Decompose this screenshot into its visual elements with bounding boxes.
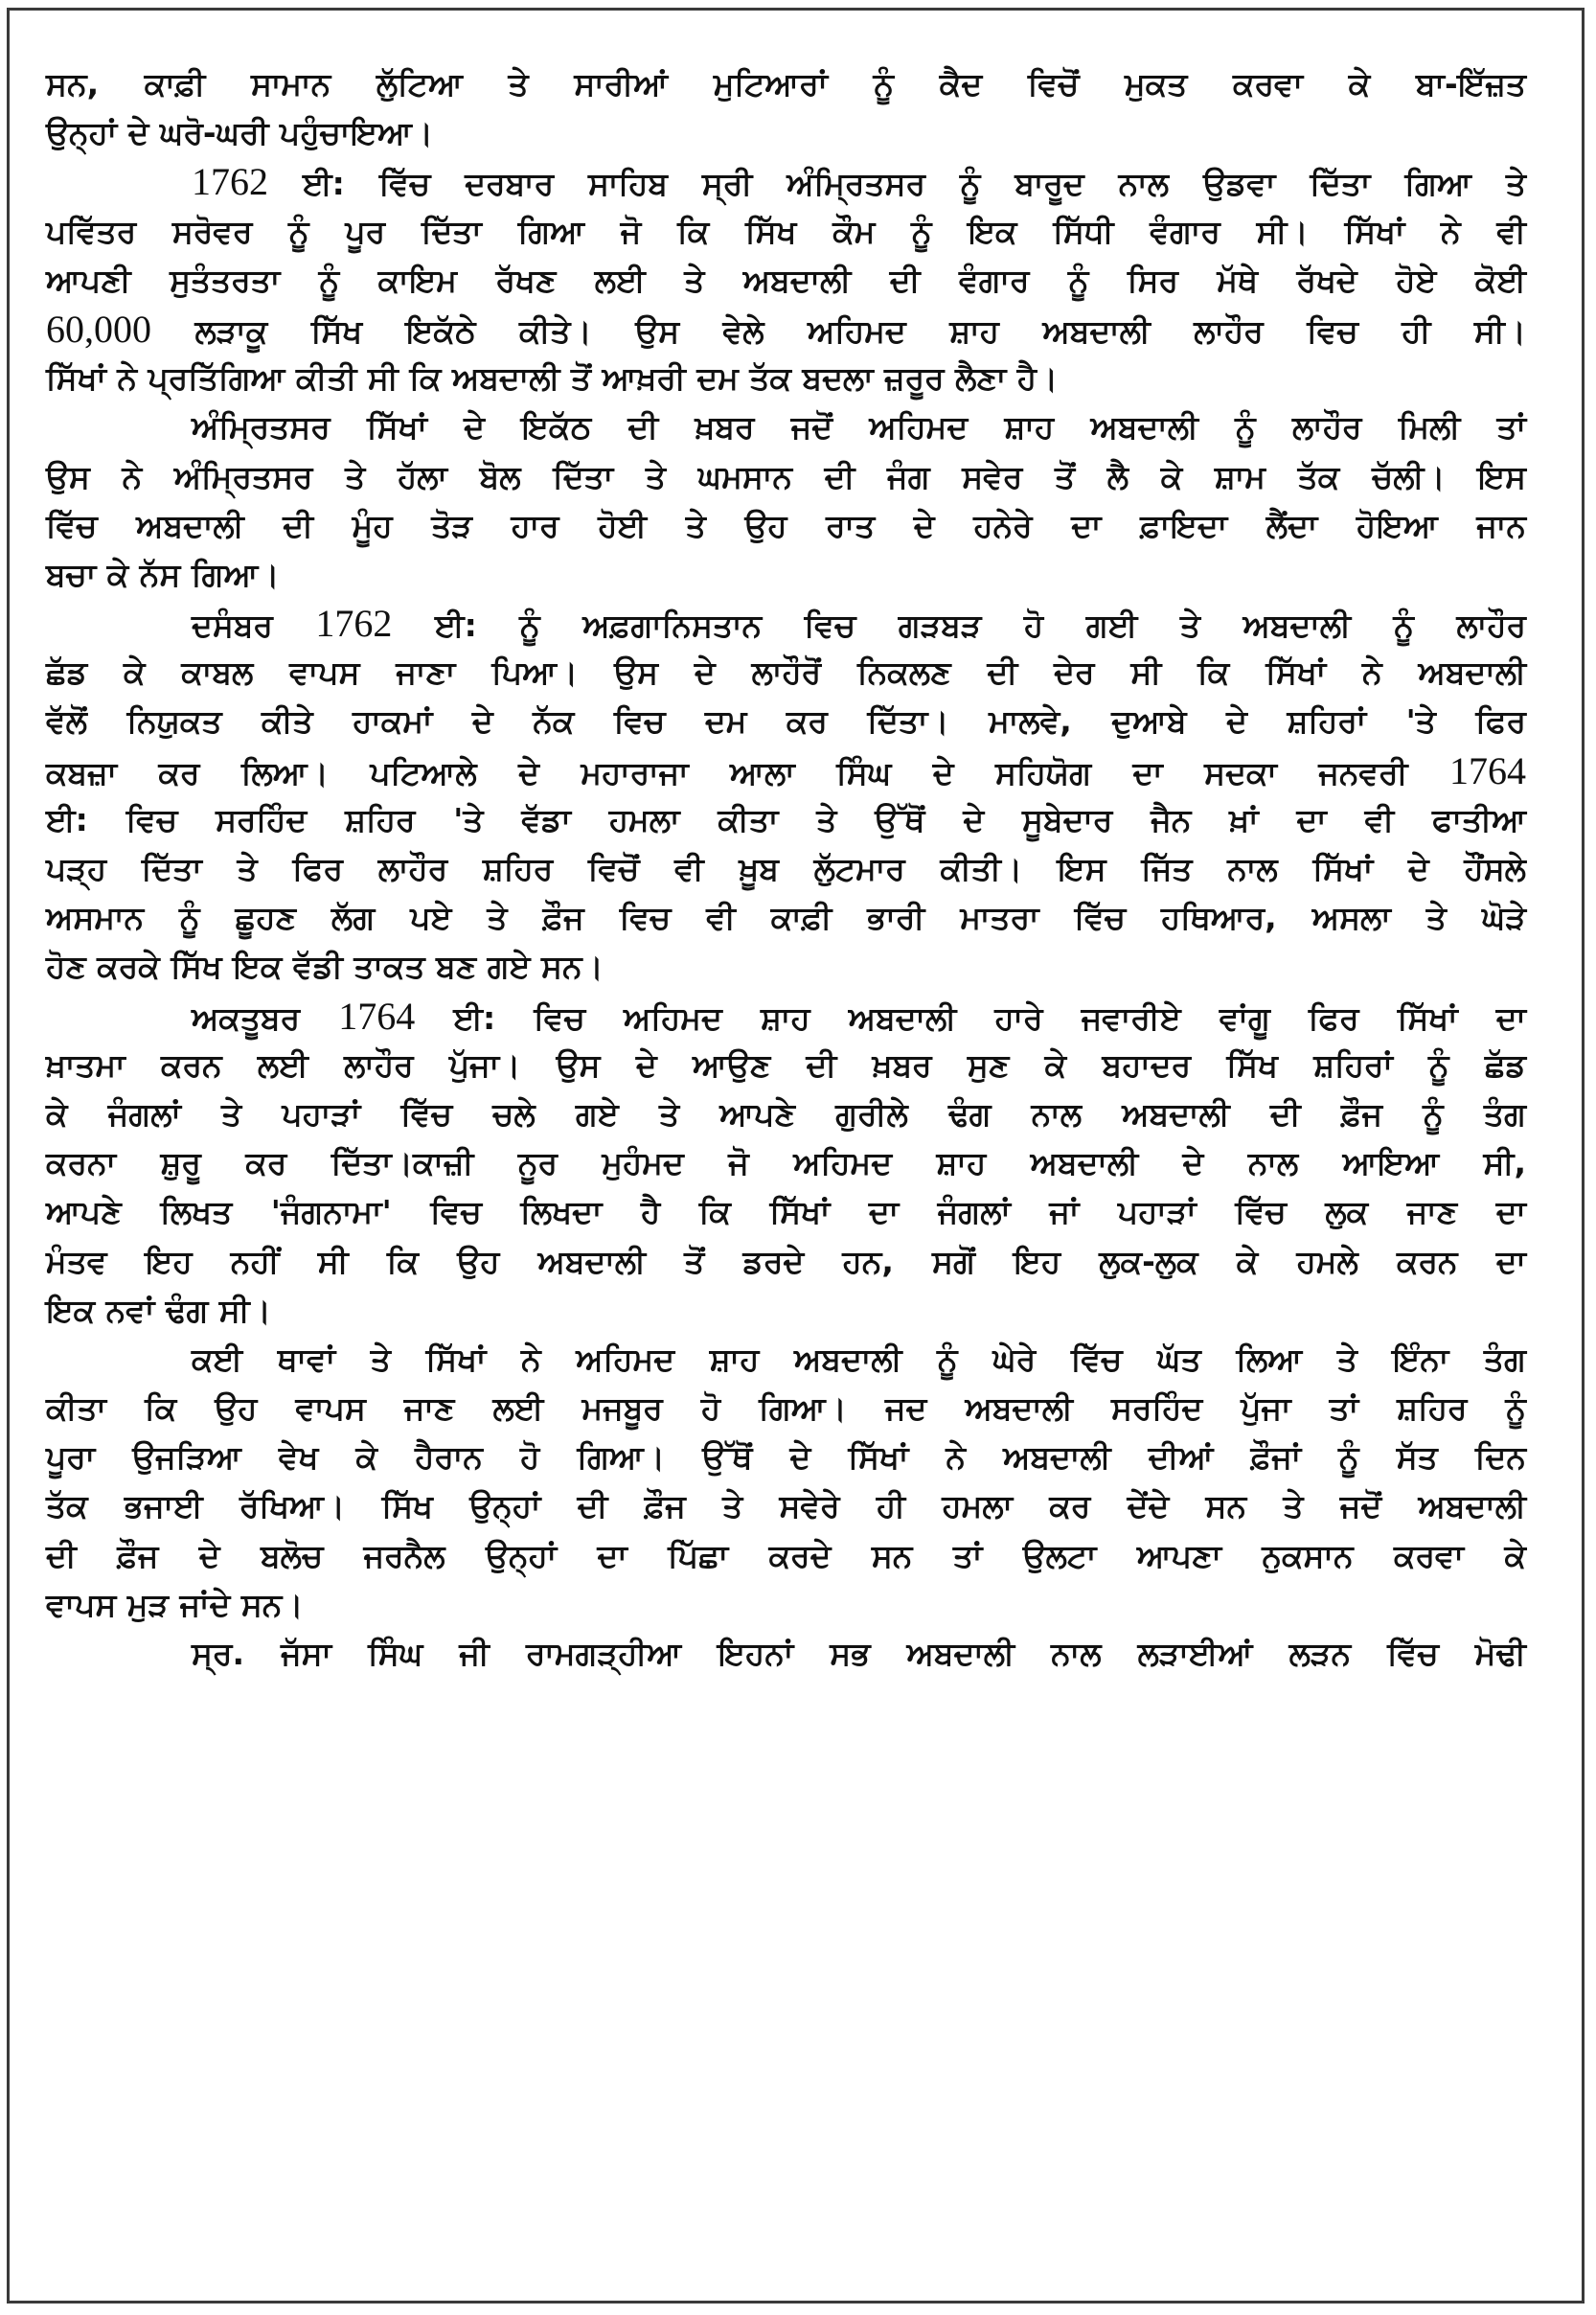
number-text: 1764 xyxy=(338,994,416,1038)
text-line: ਵਾਪਸ ਮੁੜ ਜਾਂਦੇ ਸਨ। xyxy=(46,1585,304,1623)
text-line: ਆਪਣੀ ਸੁਤੰਤਰਤਾ ਨੂੰ ਕਾਇਮ ਰੱਖਣ ਲਈ ਤੇ ਅਬਦਾਲੀ ਦੀ ਵੰਗਾਰ ਨੂੰ ਸਿਰ ਮੱਥੇ ਰੱਖਦੇ ਹੋਏ ਕੋਈ xyxy=(46,261,1526,299)
text-line: ਪਵਿੱਤਰ ਸਰੋਵਰ ਨੂੰ ਪੂਰ ਦਿੱਤਾ ਗਿਆ ਜੋ ਕਿ ਸਿੱਖ ਕੌਮ ਨੂੰ ਇਕ ਸਿੱਧੀ ਵੰਗਾਰ ਸੀ। ਸਿੱਖਾਂ ਨੇ ਵੀ xyxy=(46,212,1526,250)
text-line: ਇਕ ਨਵਾਂ ਢੰਗ ਸੀ। xyxy=(46,1291,271,1329)
text-line: ਕੀਤਾ ਕਿ ਉਹ ਵਾਪਸ ਜਾਣ ਲਈ ਮਜਬੂਰ ਹੋ ਗਿਆ। ਜਦ ਅਬਦਾਲੀ ਸਰਹਿੰਦ ਪੁੱਜਾ ਤਾਂ ਸ਼ਹਿਰ ਨੂੰ xyxy=(46,1389,1526,1428)
text-line: ਸਨ, ਕਾਫ਼ੀ ਸਾਮਾਨ ਲੁੱਟਿਆ ਤੇ ਸਾਰੀਆਂ ਮੁਟਿਆਰਾਂ ਨੂੰ ਕੈਦ ਵਿਚੋਂ ਮੁਕਤ ਕਰਵਾ ਕੇ ਬਾ-ਇੱਜ਼ਤ xyxy=(46,65,1526,103)
text-line: ਦਸੰਬਰ 1762 ਈ: ਨੂੰ ਅਫ਼ਗਾਨਿਸਤਾਨ ਵਿਚ ਗੜਬੜ ਹੋ ਗਈ ਤੇ ਅਬਦਾਲੀ ਨੂੰ ਲਾਹੌਰ xyxy=(192,602,1526,646)
paragraph xyxy=(46,1629,1526,1678)
text-line: ਤੱਕ ਭਜਾਈ ਰੱਖਿਆ। ਸਿੱਖ ਉਨ੍ਹਾਂ ਦੀ ਫ਼ੌਜ ਤੇ ਸਵੇਰੇ ਹੀ ਹਮਲਾ ਕਰ ਦੇਂਦੇ ਸਨ ਤੇ ਜਦੋਂ ਅਬਦਾਲੀ xyxy=(46,1487,1526,1525)
paragraph xyxy=(46,157,1526,402)
paragraph xyxy=(46,59,1526,157)
text-line: ਉਨ੍ਹਾਂ ਦੇ ਘਰੋ-ਘਰੀ ਪਹੁੰਚਾਇਆ। xyxy=(46,114,434,152)
paragraph xyxy=(46,1335,1526,1629)
text-line: ਸ੍ਰ. ਜੱਸਾ ਸਿੰਘ ਜੀ ਰਾਮਗੜ੍ਹੀਆ ਇਹਨਾਂ ਸਭ ਅਬਦਾਲੀ ਨਾਲ ਲੜਾਈਆਂ ਲੜਨ ਵਿੱਚ ਮੋਢੀ xyxy=(192,1635,1526,1672)
text-line: ਅਕਤੂਬਰ 1764 ਈ: ਵਿਚ ਅਹਿਮਦ ਸ਼ਾਹ ਅਬਦਾਲੀ ਹਾਰੇ ਜਵਾਰੀਏ ਵਾਂਗੂ ਫਿਰ ਸਿੱਖਾਂ ਦਾ xyxy=(192,994,1526,1038)
number-text: 60,000 xyxy=(46,307,151,351)
text-line: ਮੰਤਵ ਇਹ ਨਹੀਂ ਸੀ ਕਿ ਉਹ ਅਬਦਾਲੀ ਤੋਂ ਡਰਦੇ ਹਨ, ਸਗੋਂ ਇਹ ਲੁਕ-ਲੁਕ ਕੇ ਹਮਲੇ ਕਰਨ ਦਾ xyxy=(46,1242,1526,1280)
paragraph xyxy=(46,992,1526,1335)
text-line: ਕਈ ਥਾਵਾਂ ਤੇ ਸਿੱਖਾਂ ਨੇ ਅਹਿਮਦ ਸ਼ਾਹ ਅਬਦਾਲੀ ਨੂੰ ਘੇਰੇ ਵਿੱਚ ਘੱਤ ਲਿਆ ਤੇ ਇੰਨਾ ਤੰਗ xyxy=(192,1340,1526,1378)
text-line: ਕਬਜ਼ਾ ਕਰ ਲਿਆ। ਪਟਿਆਲੇ ਦੇ ਮਹਾਰਾਜਾ ਆਲਾ ਸਿੰਘ ਦੇ ਸਹਿਯੋਗ ਦਾ ਸਦਕਾ ਜਨਵਰੀ 1764 xyxy=(46,748,1526,792)
text-line: ਅੰਮ੍ਰਿਤਸਰ ਸਿੱਖਾਂ ਦੇ ਇਕੱਠ ਦੀ ਖ਼ਬਰ ਜਦੋਂ ਅਹਿਮਦ ਸ਼ਾਹ ਅਬਦਾਲੀ ਨੂੰ ਲਾਹੌਰ ਮਿਲੀ ਤਾਂ xyxy=(192,408,1526,447)
paragraph xyxy=(46,402,1526,599)
text-line: ਪੜ੍ਹ ਦਿੱਤਾ ਤੇ ਫਿਰ ਲਾਹੌਰ ਸ਼ਹਿਰ ਵਿਚੋਂ ਵੀ ਖ਼ੂਬ ਲੁੱਟਮਾਰ ਕੀਤੀ। ਇਸ ਜਿੱਤ ਨਾਲ ਸਿੱਖਾਂ ਦੇ ਹੌਂਸਲੇ xyxy=(46,850,1526,887)
text-line: ਵੱਲੋਂ ਨਿਯੁਕਤ ਕੀਤੇ ਹਾਕਮਾਂ ਦੇ ਨੱਕ ਵਿਚ ਦਮ ਕਰ ਦਿੱਤਾ। ਮਾਲਵੇ, ਦੁਆਬੇ ਦੇ ਸ਼ਹਿਰਾਂ 'ਤੇ ਫਿਰ xyxy=(46,702,1526,741)
text-line: ਛੱਡ ਕੇ ਕਾਬਲ ਵਾਪਸ ਜਾਣਾ ਪਿਆ। ਉਸ ਦੇ ਲਾਹੌਰੋਂ ਨਿਕਲਣ ਦੀ ਦੇਰ ਸੀ ਕਿ ਸਿੱਖਾਂ ਨੇ ਅਬਦਾਲੀ xyxy=(46,653,1526,692)
text-line: ਕੇ ਜੰਗਲਾਂ ਤੇ ਪਹਾੜਾਂ ਵਿੱਚ ਚਲੇ ਗਏ ਤੇ ਆਪਣੇ ਗੁਰੀਲੇ ਢੰਗ ਨਾਲ ਅਬਦਾਲੀ ਦੀ ਫ਼ੌਜ ਨੂੰ ਤੰਗ xyxy=(46,1094,1526,1133)
text-line: ਆਪਣੇ ਲਿਖਤ 'ਜੰਗਨਾਮਾ' ਵਿਚ ਲਿਖਦਾ ਹੈ ਕਿ ਸਿੱਖਾਂ ਦਾ ਜੰਗਲਾਂ ਜਾਂ ਪਹਾੜਾਂ ਵਿੱਚ ਲੁਕ ਜਾਣ ਦਾ xyxy=(46,1193,1526,1231)
text-line: ਵਿੱਚ ਅਬਦਾਲੀ ਦੀ ਮੂੰਹ ਤੋੜ ਹਾਰ ਹੋਈ ਤੇ ਉਹ ਰਾਤ ਦੇ ਹਨੇਰੇ ਦਾ ਫ਼ਾਇਦਾ ਲੈਂਦਾ ਹੋਇਆ ਜਾਨ xyxy=(46,506,1526,544)
text-line: ਈ: ਵਿਚ ਸਰਹਿੰਦ ਸ਼ਹਿਰ 'ਤੇ ਵੱਡਾ ਹਮਲਾ ਕੀਤਾ ਤੇ ਉੱਥੋਂ ਦੇ ਸੂਬੇਦਾਰ ਜੈਨ ਖ਼ਾਂ ਦਾ ਵੀ ਫਾਤੀਆ xyxy=(46,800,1526,838)
text-line: ਦੀ ਫ਼ੌਜ ਦੇ ਬਲੋਚ ਜਰਨੈਲ ਉਨ੍ਹਾਂ ਦਾ ਪਿੱਛਾ ਕਰਦੇ ਸਨ ਤਾਂ ਉਲਟਾ ਆਪਣਾ ਨੁਕਸਾਨ ਕਰਵਾ ਕੇ xyxy=(46,1536,1526,1574)
paragraph xyxy=(46,599,1526,992)
text-line: ਪੂਰਾ ਉਜੜਿਆ ਵੇਖ ਕੇ ਹੈਰਾਨ ਹੋ ਗਿਆ। ਉੱਥੋਂ ਦੇ ਸਿੱਖਾਂ ਨੇ ਅਬਦਾਲੀ ਦੀਆਂ ਫ਼ੌਜਾਂ ਨੂੰ ਸੱਤ ਦਿਨ xyxy=(46,1438,1526,1477)
text-line: ਹੋਣ ਕਰਕੇ ਸਿੱਖ ਇਕ ਵੱਡੀ ਤਾਕਤ ਬਣ ਗਏ ਸਨ। xyxy=(46,948,604,986)
text-line: ਖ਼ਾਤਮਾ ਕਰਨ ਲਈ ਲਾਹੌਰ ਪੁੱਜਾ। ਉਸ ਦੇ ਆਉਣ ਦੀ ਖ਼ਬਰ ਸੁਣ ਕੇ ਬਹਾਦਰ ਸਿੱਖ ਸ਼ਹਿਰਾਂ ਨੂੰ ਛੱਡ xyxy=(46,1045,1526,1084)
document-body xyxy=(46,59,1526,1678)
text-line: ਕਰਨਾ ਸ਼ੁਰੂ ਕਰ ਦਿੱਤਾ।ਕਾਜ਼ੀ ਨੂਰ ਮੁਹੰਮਦ ਜੋ ਅਹਿਮਦ ਸ਼ਾਹ ਅਬਦਾਲੀ ਦੇ ਨਾਲ ਆਇਆ ਸੀ, xyxy=(46,1144,1526,1182)
text-line: ਅਸਮਾਨ ਨੂੰ ਛੂਹਣ ਲੱਗ ਪਏ ਤੇ ਫ਼ੌਜ ਵਿਚ ਵੀ ਕਾਫ਼ੀ ਭਾਰੀ ਮਾਤਰਾ ਵਿੱਚ ਹਥਿਆਰ, ਅਸਲਾ ਤੇ ਘੋੜੇ xyxy=(46,899,1526,937)
number-text: 1762 xyxy=(315,602,393,646)
text-line: 60,000 ਲੜਾਕੂ ਸਿੱਖ ਇਕੱਠੇ ਕੀਤੇ। ਉਸ ਵੇਲੇ ਅਹਿਮਦ ਸ਼ਾਹ ਅਬਦਾਲੀ ਲਾਹੌਰ ਵਿਚ ਹੀ ਸੀ। xyxy=(46,307,1526,351)
text-line: ਸਿੱਖਾਂ ਨੇ ਪ੍ਰਤਿੱਗਿਆ ਕੀਤੀ ਸੀ ਕਿ ਅਬਦਾਲੀ ਤੋਂ ਆਖ਼ਰੀ ਦਮ ਤੱਕ ਬਦਲਾ ਜ਼ਰੂਰ ਲੈਣਾ ਹੈ। xyxy=(46,359,1059,398)
text-line: ਬਚਾ ਕੇ ਨੱਸ ਗਿਆ। xyxy=(46,555,280,593)
number-text: 1762 xyxy=(192,160,268,204)
text-line: 1762 ਈ: ਵਿੱਚ ਦਰਬਾਰ ਸਾਹਿਬ ਸ੍ਰੀ ਅੰਮ੍ਰਿਤਸਰ ਨੂੰ ਬਾਰੂਦ ਨਾਲ ਉਡਵਾ ਦਿੱਤਾ ਗਿਆ ਤੇ xyxy=(192,160,1526,204)
number-text: 1764 xyxy=(1449,748,1526,792)
text-line: ਉਸ ਨੇ ਅੰਮ੍ਰਿਤਸਰ ਤੇ ਹੱਲਾ ਬੋਲ ਦਿੱਤਾ ਤੇ ਘਮਸਾਨ ਦੀ ਜੰਗ ਸਵੇਰ ਤੋਂ ਲੈ ਕੇ ਸ਼ਾਮ ਤੱਕ ਚੱਲੀ। ਇਸ xyxy=(46,457,1526,495)
